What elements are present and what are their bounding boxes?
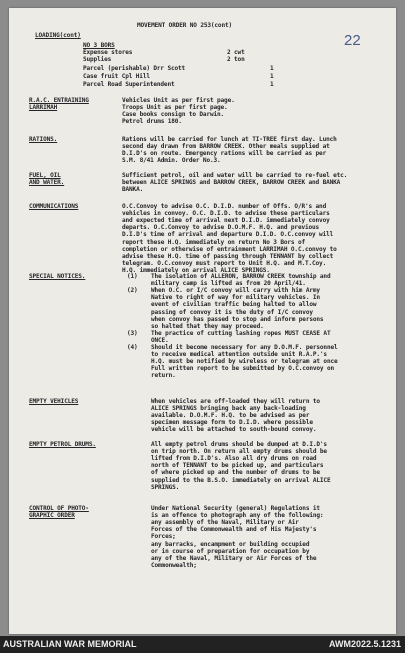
section-line: supplied to the B.S.O. immediately on arrival ALICE: [151, 476, 331, 484]
section-line: second day drawn from BARROW CREEK. Other meals supplied at: [122, 143, 330, 151]
section-line: Rations will be carried for lunch at TI-TREE first day. Lunch: [122, 136, 337, 143]
section-line: Full written report to be submitted by O.C.convoy on: [151, 365, 334, 373]
section-line: vehicles in convoy. O.C. D.I.D. to advise these particulars: [122, 210, 330, 218]
section-line: specimen message form to D.I.D. where possible: [151, 419, 313, 427]
section-line: H.Q. immediately on arrival ALICE SPRINGS.: [122, 266, 270, 274]
section-heading: FUEL, OIL: [29, 172, 61, 179]
loading-row-label: Parcel Road Superintendent: [83, 81, 175, 88]
section-line: SPRINGS.: [151, 483, 180, 491]
section-line: of where picked up and the number of drums to be: [151, 469, 320, 477]
loading-row-value: 1: [270, 81, 274, 88]
section-line: When O.C. or I/C convoy will carry with him Army: [151, 287, 320, 295]
loading-row-label: Parcel (perishable) Drr Scott: [83, 65, 186, 72]
section-line: so halted that they may proceed.: [151, 322, 264, 330]
section-line: passing of convoy it is the duty of I/C convoy: [151, 308, 313, 316]
section-line: BANKA.: [122, 186, 144, 194]
section-heading: LARRIMAH: [29, 104, 58, 112]
section-line: Case books consign to Darwin.: [122, 111, 225, 119]
section-line: telegram. O.C.convoy must report to Unit H.Q. and M.T.Coy.: [122, 259, 327, 267]
section-line: on trip north. On return all empty drums should be: [151, 448, 327, 456]
loading-row-value: 2 cwt: [227, 49, 245, 56]
section-line: event of civilian traffic being halted to allow: [151, 301, 317, 309]
section-heading: SPECIAL NOTICES.: [29, 273, 86, 280]
document-page: [9, 8, 396, 634]
loading-row-value: 2 ton: [227, 56, 245, 63]
section-line: ONCE.: [151, 336, 169, 344]
section-heading: EMPTY VEHICLES: [29, 398, 79, 405]
section-line: S.M. 8/41 Admin. Order No.3.: [122, 157, 221, 165]
section-line: lifted from D.I.D's. Also all dry drums on road: [151, 455, 317, 463]
section-heading: R.A.C. ENTRAINING: [29, 97, 89, 104]
loading-row-label: Case fruit Cpl Hill: [83, 73, 150, 80]
section-line: and expected time of arrival next D.I.D. immediately convoy: [122, 217, 330, 225]
section-line: O.C.Convoy to advise O.C. D.I.D. number of Offs. O/R's and: [122, 203, 327, 210]
section-line: between ALICE SPRINGS and BARROW CREEK, BARROW CREEK and BANKA: [122, 179, 341, 187]
loading-row-value: 1: [270, 73, 274, 80]
footer-left: AUSTRALIAN WAR MEMORIAL: [3, 639, 137, 649]
section-line: departs. O.C.Convoy to advise D.O.M.F. H.Q. and previous: [122, 224, 320, 232]
loading-heading: LOADING(cont): [35, 32, 81, 39]
section-heading: COMMUNICATIONS: [29, 203, 79, 210]
section-line: D.I.D's time of arrival and departure D.I.D. O.C.convoy will: [122, 231, 334, 239]
section-line: H.Q. must be notified by wireless or telegram at once: [151, 358, 338, 366]
section-heading: CONTROL OF PHOTO-: [29, 505, 89, 512]
section-line: Forces;: [151, 533, 176, 541]
section-line: Vehicles Unit as per first page.: [122, 97, 235, 104]
section-line: Troops Unit as per first page.: [122, 104, 228, 112]
section-line: any assembly of the Naval, Military or Air: [151, 519, 299, 527]
page-title: MOVEMENT ORDER NO 253(cont): [137, 22, 233, 29]
notice-number: (4): [127, 344, 138, 351]
section-line: The practice of cutting lashing ropes MUST CEASE AT: [151, 329, 331, 337]
loading-row-label: Supplies: [83, 56, 112, 63]
footer-right: AWM2022.5.1231: [328, 639, 401, 649]
section-line: any barracks, encampment or building occupied: [151, 540, 310, 548]
section-line: Under National Security (general) Regulations it: [151, 505, 320, 512]
section-heading: EMPTY PETROL DRUMS.: [29, 441, 96, 448]
section-line: any of the Naval, Military or Air Forces of the: [151, 554, 317, 562]
section-line: when convoy has passed to stop and inform persons: [151, 315, 324, 323]
section-line: is an offence to photograph any of the following:: [151, 512, 324, 520]
section-line: completion or otherwise of entrainment LARRIMAH O.C.convoy to: [122, 245, 337, 253]
section-heading: RATIONS.: [29, 136, 58, 143]
section-line: D.I.D's on route. Emergency rations will be carried as per: [122, 150, 327, 158]
section-line: Commonwealth;: [151, 561, 197, 569]
section-line: Should it become necessary for any D.O.M.F. personnel: [151, 344, 338, 351]
notice-number: (3): [127, 329, 138, 337]
section-line: When vehicles are off-loaded they will return to: [151, 398, 320, 405]
section-line: or in course of preparation for occupation by: [151, 547, 310, 555]
section-line: military camp is lifted as from 20 April/41.: [151, 280, 306, 288]
section-line: to receive medical attention outside unit R.A.P.'s: [151, 351, 327, 359]
section-line: report these H.Q. immediately on return No 3 Bors of: [122, 238, 305, 246]
section-line: Forces of the Commonwealth and of His Majesty's: [151, 526, 317, 534]
loading-row-value: 1: [270, 65, 274, 72]
section-line: ALICE SPRINGS bringing back any back-loading: [151, 405, 306, 413]
section-line: All empty petrol drums should be dumped at D.I.D's: [151, 441, 327, 448]
section-line: Petrol drums 180.: [122, 118, 182, 126]
section-heading: GRAPHIC ORDER: [29, 512, 75, 520]
section-line: The isolation of ALLERON, BARROW CREEK township and: [151, 273, 331, 280]
section-line: north of TENNANT to be picked up, and particulars: [151, 462, 324, 470]
section-line: available. D.O.M.F. H.Q. to be advised as per: [151, 412, 310, 420]
section-line: Native to right of way for military vehicles. In: [151, 294, 320, 302]
notice-number: (2): [127, 287, 138, 295]
section-line: advise these H.Q. time of passing through TENNANT by collect: [122, 252, 334, 260]
page-number: 22: [344, 32, 361, 49]
section-line: return.: [151, 372, 176, 380]
footer-bar: [0, 636, 405, 653]
section-heading: AND WATER.: [29, 179, 65, 187]
notice-number: (1): [127, 273, 138, 280]
loading-row-label: Expense stores: [83, 49, 133, 56]
loading-subheading: NO 3 BORS: [83, 42, 115, 49]
section-line: Sufficient petrol, oil and water will be carried to re-fuel etc.: [122, 172, 348, 179]
section-line: vehicle will be attached to south-bound convoy.: [151, 426, 317, 434]
